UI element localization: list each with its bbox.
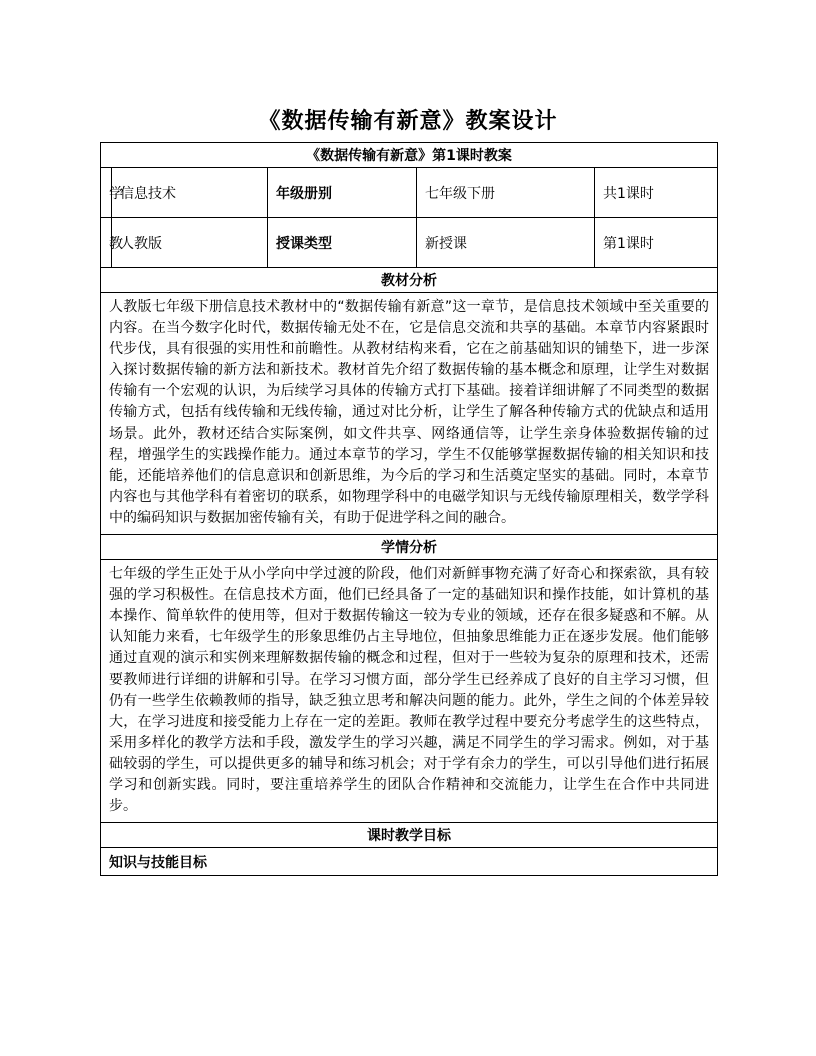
section-body-row: [101, 848, 718, 876]
table-row: [101, 218, 718, 268]
lesson-type-value: 新授课: [417, 218, 595, 268]
section-heading-row: [101, 535, 718, 560]
lesson-header: 《数据传输有新意》第1课时教案: [101, 143, 718, 168]
row-stub: 学: [101, 168, 112, 218]
lesson-type-label: 授课类型: [268, 218, 417, 268]
edition-cell: 人教版: [112, 218, 268, 268]
knowledge-skills-goal: 知识与技能目标: [101, 848, 718, 876]
section-body-row: [101, 293, 718, 535]
student-analysis-heading: 学情分析: [101, 535, 718, 560]
material-analysis-text: 人教版七年级下册信息技术教材中的“数据传输有新意”这一章节，是信息技术领域中至关重要的内容。在当今数字化时代，数据传输无处不在，它是信息交流和共享的基础。本章节内容紧跟时代步伐，具有很强的实用性和前瞻性。从教材结构来看，它在之前基础知识的铺垫下，进一步深入探讨数据传输的新方法和新技术。教材首先介绍了数据传输的基本概念和原理，让学生对数据传输有一个宏观的认识，为后续学习具体的传输方式打下基础。接着详细讲解了不同类型的数据传输方式，包括有线传输和无线传输，通过对比分析，让学生了解各种传输方式的优缺点和适用场景。此外，教材还结合实际案例，如文件共享、网络通信等，让学生亲身体验数据传输的过程，增强学生的实践操作能力。通过本章节的学习，学生不仅能够掌握数据传输的相关知识和技能，还能培养他们的信息意识和创新思维，为今后的学习和生活奠定坚实的基础。同时，本章节内容也与其他学科有着密切的联系，如物理学科中的电磁学知识与无线传输原理相关，数学学科中的编码知识与数据加密传输有关，有助于促进学科之间的融合。: [101, 293, 718, 535]
student-analysis-text: 七年级的学生正处于从小学向中学过渡的阶段，他们对新鲜事物充满了好奇心和探索欲，具有较强的学习积极性。在信息技术方面，他们已经具备了一定的基础知识和操作技能，如计算机的基本操作、简单软件的使用等，但对于数据传输这一较为专业的领域，还存在很多疑惑和不解。从认知能力来看，七年级学生的形象思维仍占主导地位，但抽象思维能力正在逐步发展。他们能够通过直观的演示和实例来理解数据传输的概念和过程，但对于一些较为复杂的原理和技术，还需要教师进行详细的讲解和引导。在学习习惯方面，部分学生已经养成了良好的自主学习习惯，但仍有一些学生依赖教师的指导，缺乏独立思考和解决问题的能力。此外，学生之间的个体差异较大，在学习进度和接受能力上存在一定的差距。教师在教学过程中要充分考虑学生的这些特点，采用多样化的教学方法和手段，激发学生的学习兴趣，满足不同学生的学习需求。例如，对于基础较弱的学生，可以提供更多的辅导和练习机会；对于学有余力的学生，可以引导他们进行拓展学习和创新实践。同时，要注重培养学生的团队合作精神和交流能力，让学生在合作中共同进步。: [101, 560, 718, 823]
row-stub: 教: [101, 218, 112, 268]
section-heading-row: [101, 823, 718, 848]
section-heading-row: [101, 268, 718, 293]
table-header-row: [101, 143, 718, 168]
grade-value: 七年级下册: [417, 168, 595, 218]
grade-label: 年级册别: [268, 168, 417, 218]
table-row: [101, 168, 718, 218]
section-body-row: [101, 560, 718, 823]
objectives-heading: 课时教学目标: [101, 823, 718, 848]
material-analysis-heading: 教材分析: [101, 268, 718, 293]
current-period: 第1课时: [595, 218, 718, 268]
lesson-plan-table: [100, 142, 718, 876]
document-title: 《数据传输有新意》教案设计: [258, 109, 558, 134]
subject-cell: 信息技术: [112, 168, 268, 218]
total-periods: 共1课时: [595, 168, 718, 218]
